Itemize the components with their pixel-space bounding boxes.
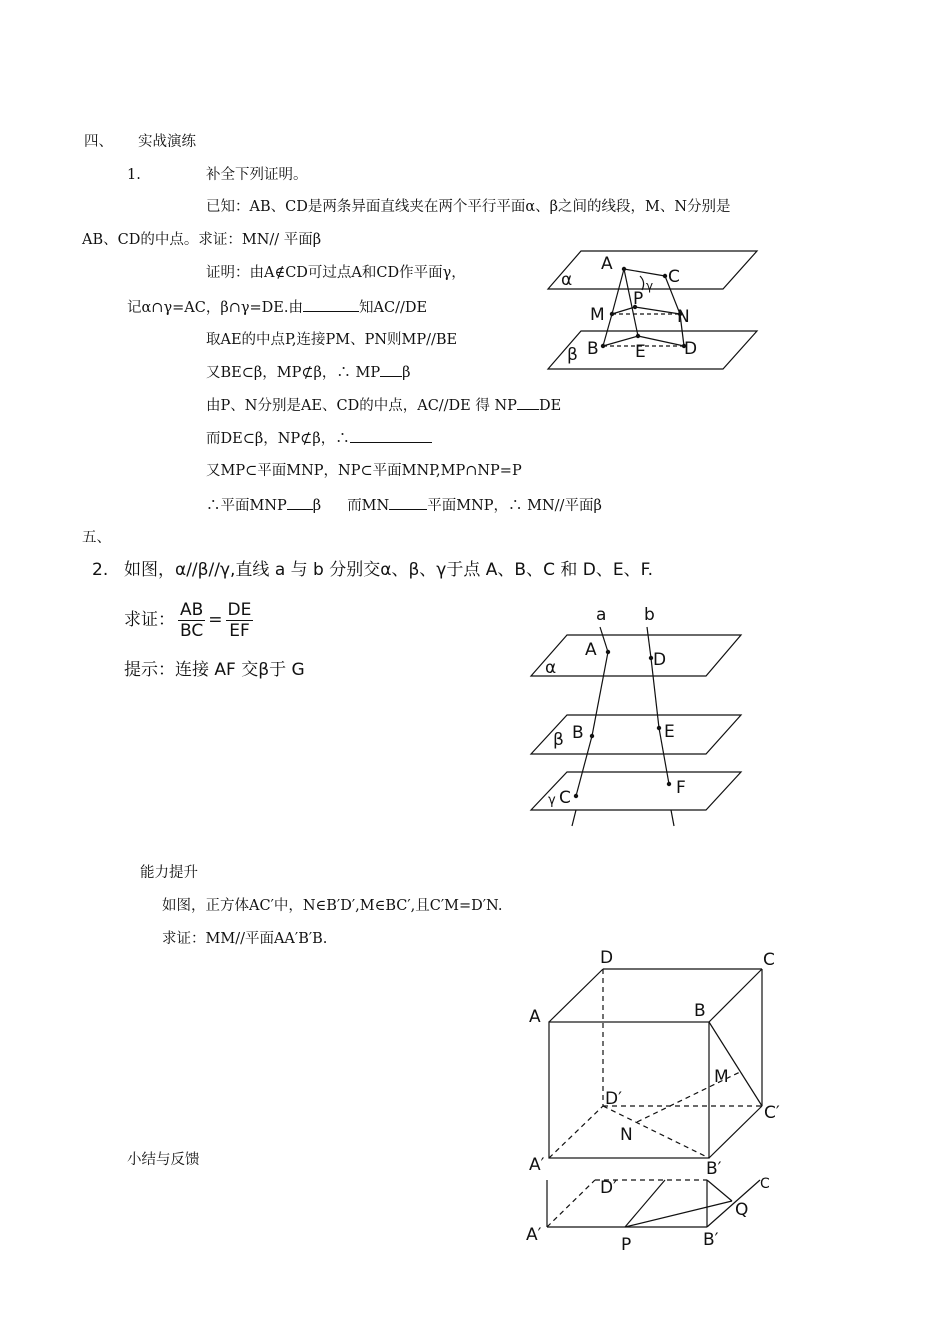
fig3-label-A: A bbox=[529, 1007, 541, 1027]
fig1-label-P: P bbox=[633, 289, 644, 309]
section-4-number: 四、 bbox=[84, 134, 113, 150]
fig3-label-D: D bbox=[600, 948, 614, 968]
problem-2-text: 如图，α//β//γ,直线 a 与 b 分别交α、β、γ于点 A、B、C 和 D、E、F. bbox=[124, 560, 654, 580]
frac1-denominator: BC bbox=[180, 620, 204, 641]
fig1-label-B: B bbox=[587, 339, 599, 359]
fig1-label-D: D bbox=[684, 339, 698, 359]
fig4-label-Aprime: A′ bbox=[526, 1225, 542, 1245]
section-4-title: 实战演练 bbox=[138, 134, 196, 150]
fig3-label-Cprime: C′ bbox=[764, 1103, 780, 1123]
fig4-label-Dprime: D′ bbox=[600, 1178, 617, 1198]
fig3-label-C: C bbox=[763, 950, 775, 970]
fig2-label-F: F bbox=[676, 778, 686, 798]
ability-line-2: 求证：MM//平面AA′B′B. bbox=[162, 931, 328, 947]
fig3-label-Bprime: B′ bbox=[706, 1159, 722, 1179]
frac2-numerator: DE bbox=[227, 599, 252, 620]
proof-line-8-beta: β bbox=[312, 498, 322, 514]
fig4-label-C: C bbox=[760, 1176, 770, 1192]
proof-line-7: 又MP⊂平面MNP，NP⊂平面MNP,MP∩NP=P bbox=[206, 463, 522, 479]
summary-title: 小结与反馈 bbox=[127, 1152, 200, 1168]
proof-line-5-text: 由P、N分别是AE、CD的中点，AC//DE 得 NP bbox=[206, 398, 517, 414]
proof-line-2-tail: 知AC//DE bbox=[359, 300, 428, 316]
fig1-label-alpha: α bbox=[561, 270, 573, 290]
fig1-label-M: M bbox=[590, 305, 605, 325]
proof-line-4-text: 又BE⊂β，MP⊄β，∴ MP bbox=[206, 365, 381, 381]
fig2-label-B: B bbox=[572, 723, 584, 743]
frac1-numerator: AB bbox=[180, 599, 204, 620]
proof-line-6-text: 而DE⊂β，NP⊄β，∴ bbox=[206, 431, 350, 447]
ability-line-1: 如图，正方体AC′中，N∈B′D′,M∈BC′,且C′M=D′N. bbox=[162, 898, 503, 914]
proof-line-8-tail: 平面MNP，∴ MN//平面β bbox=[427, 498, 602, 514]
fig2-label-alpha: α bbox=[545, 658, 557, 678]
fig1-label-A: A bbox=[601, 254, 613, 274]
ability-title: 能力提升 bbox=[140, 865, 198, 881]
fig2-label-beta: β bbox=[553, 730, 564, 750]
item-1-title: 补全下列证明。 bbox=[206, 167, 308, 183]
fig2-label-b: b bbox=[644, 605, 655, 625]
fig2-label-gamma: γ bbox=[548, 793, 556, 808]
fig2-label-C: C bbox=[559, 788, 571, 808]
fig1-label-N: N bbox=[677, 307, 690, 327]
section-5-number: 五、 bbox=[82, 530, 111, 546]
given-line-2: AB、CD的中点。求证：MN// 平面β bbox=[82, 232, 322, 248]
fig1-label-gamma: γ bbox=[646, 279, 654, 293]
given-line-1: 已知：AB、CD是两条异面直线夹在两个平行平面α、β之间的线段，M、N分别是 bbox=[206, 199, 731, 215]
proof-line-4-tail: β bbox=[402, 365, 411, 381]
fig4-label-P: P bbox=[621, 1235, 632, 1255]
proof-line-2-text: 记α∩γ=AC，β∩γ=DE.由 bbox=[127, 300, 303, 316]
proof-line-8-mn: 而MN bbox=[347, 498, 390, 514]
prove-label: 求证： bbox=[124, 610, 175, 630]
problem-2-number: 2. bbox=[92, 560, 109, 580]
fig1-label-beta: β bbox=[567, 345, 578, 365]
equals-sign: = bbox=[208, 610, 223, 630]
fig4-label-Bprime: B′ bbox=[703, 1230, 719, 1250]
proof-line-8-text: ∴平面MNP bbox=[206, 498, 287, 514]
fig1-label-E: E bbox=[635, 342, 646, 362]
fig2-label-a: a bbox=[596, 605, 607, 625]
item-1-number: 1. bbox=[127, 167, 141, 183]
fig3-label-B: B bbox=[694, 1001, 706, 1021]
fig1-label-C: C bbox=[668, 267, 680, 287]
hint-text: 提示：连接 AF 交β于 G bbox=[124, 660, 305, 680]
fig3-label-Dprime: D′ bbox=[605, 1089, 622, 1109]
proof-line-1: 证明：由A∉CD可过点A和CD作平面γ， bbox=[206, 265, 466, 281]
fig4-label-Q: Q bbox=[735, 1200, 749, 1220]
fig2-label-A: A bbox=[585, 640, 597, 660]
fig3-label-Aprime: A′ bbox=[529, 1155, 545, 1175]
proof-line-3: 取AE的中点P,连接PM、PN则MP//BE bbox=[206, 332, 458, 348]
fig2-label-E: E bbox=[664, 722, 675, 742]
fig2-label-D: D bbox=[653, 650, 667, 670]
frac2-denominator: EF bbox=[229, 620, 250, 641]
fig3-label-M: M bbox=[714, 1067, 729, 1087]
fig3-label-N: N bbox=[620, 1125, 633, 1145]
proof-line-5-tail: DE bbox=[538, 398, 562, 414]
